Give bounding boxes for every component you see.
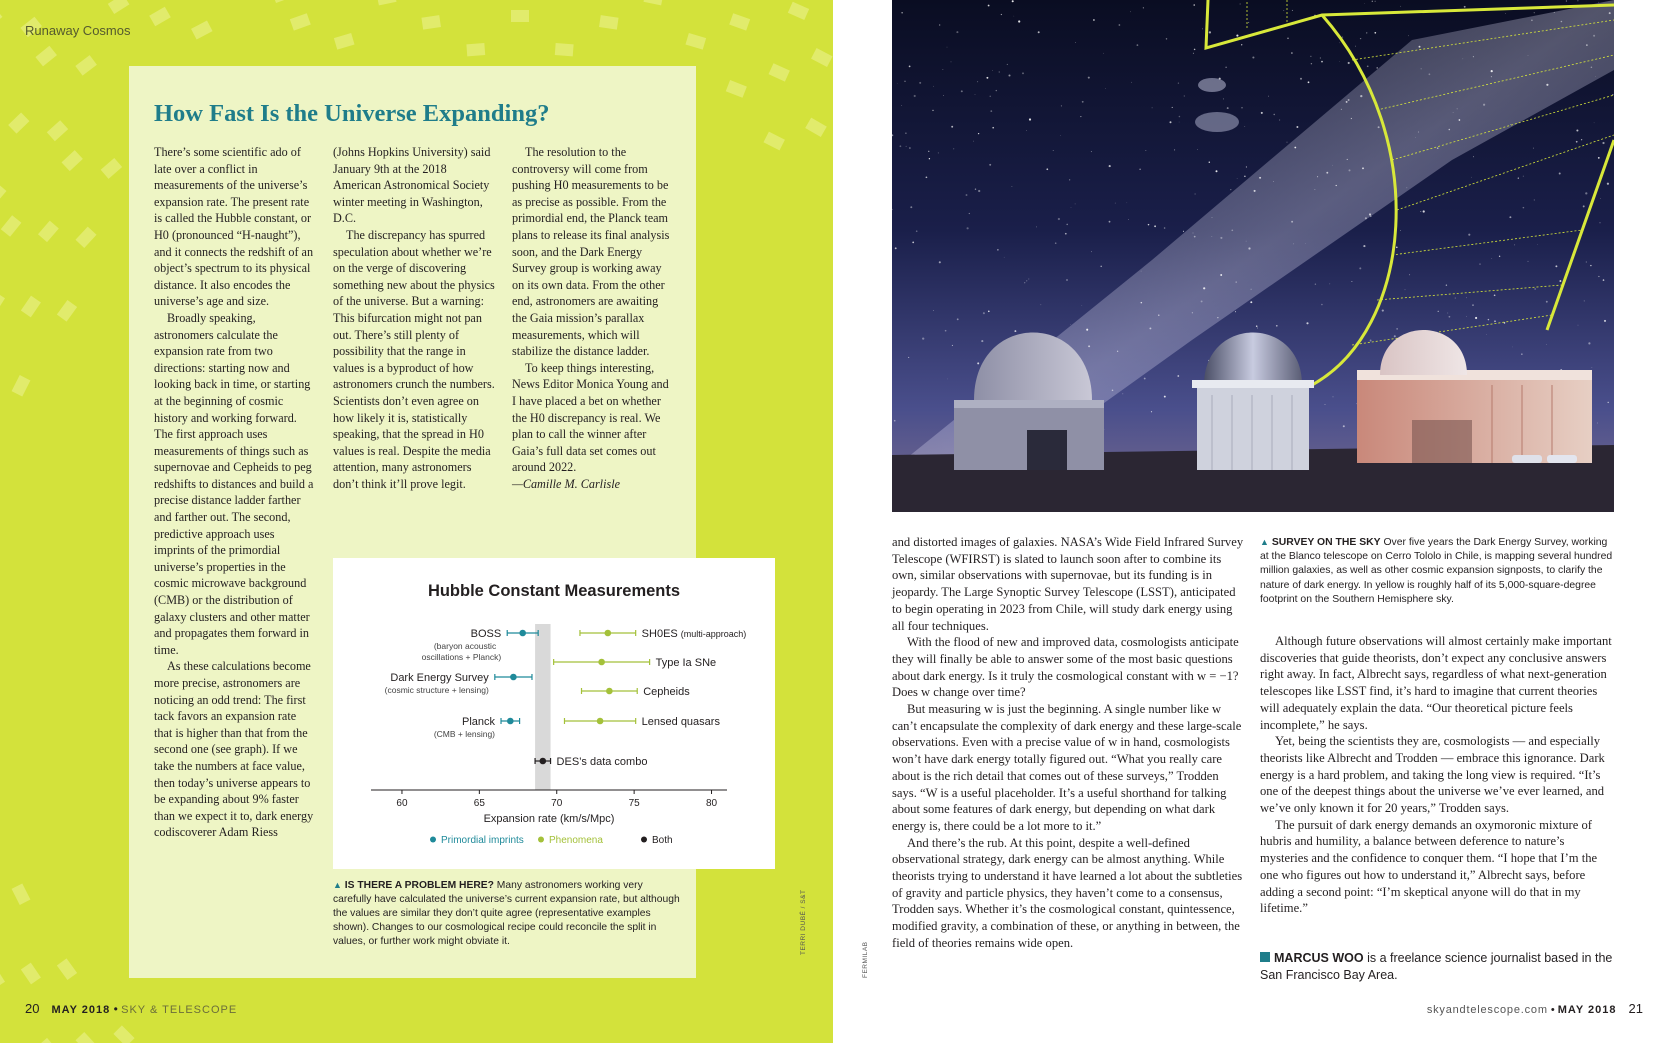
chart-svg	[333, 558, 775, 869]
square-icon	[1260, 952, 1270, 962]
folio-right: skyandtelescope.com • MAY 2018 21	[1426, 1001, 1643, 1016]
running-head: Runaway Cosmos	[25, 23, 131, 38]
sidebar-title: How Fast Is the Universe Expanding?	[154, 100, 550, 127]
x-tick-label: 80	[705, 798, 718, 809]
author-text: is a freelance science journalist based in the San Francisco Bay Area.	[1260, 951, 1613, 982]
sidebar-column-3	[512, 144, 674, 492]
point-label: Cepheids	[643, 686, 690, 698]
data-point	[540, 758, 547, 765]
point-label: Type Ia SNe	[655, 657, 717, 669]
observatory-photo	[892, 0, 1614, 512]
folio-left: 20 MAY 2018 • SKY & TELESCOPE	[25, 1001, 238, 1016]
hubble-chart	[333, 558, 775, 869]
author-name: MARCUS WOO	[1274, 951, 1364, 965]
car	[1547, 455, 1577, 463]
paragraph: There’s some scientific ado of late over a conflict in measurements of the universe’s expansion rate. The present rate is called the Hubble constant, or H0 (pronounced “H-naught”), and it connects the redshift of an object’s spectrum to its physical distance. It also encodes the universe’s age and size.	[154, 145, 314, 309]
page-number: 21	[1628, 1001, 1643, 1016]
issue-month: MAY 2018	[1557, 1004, 1617, 1016]
legend-label: Both	[652, 835, 673, 846]
legend-label: Phenomena	[549, 835, 603, 846]
point-sublabel: (baryon acoustic oscillations + Planck)	[421, 641, 502, 662]
point-label: BOSS	[470, 628, 502, 640]
sidebar-column-2	[333, 144, 497, 492]
triangle-icon: ▲	[1260, 537, 1269, 547]
paragraph: The pursuit of dark energy demands an oxymoronic mixture of hubris and humility, a balance between deference to nature’s mysteries and the confidence to conquer them. “I hope that I’m the one who figures out how to understand it,” Albrecht says, before adding a second point: “I’m skeptical anyone will do that in my lifetime.”	[1260, 817, 1598, 916]
paragraph: and distorted images of galaxies. NASA’s Wide Field Infrared Survey Telescope (WFIRST) is slated to launch soon after to combine its own, similar observations with supernovae, but its funding is in jeopardy. The Large Synoptic Survey Telescope (LSST), anticipated to begin operating in 2023 from Chile, will study dark energy using all four techniques.	[892, 535, 1244, 633]
point-label: Dark Energy Survey	[390, 672, 489, 684]
point-sublabel: (CMB + lensing)	[433, 729, 496, 739]
point-label: Lensed quasars	[641, 716, 720, 728]
triangle-icon: ▲	[333, 880, 342, 890]
caption-head: IS THERE A PROBLEM HERE?	[344, 880, 494, 891]
data-point	[507, 718, 514, 725]
data-point	[598, 659, 605, 666]
paragraph: (Johns Hopkins University) said January 9th at the 2018 American Astronomical Society winter meeting in Washington, D.C.	[333, 145, 491, 226]
paragraph: Yet, being the scientists they are, cosmologists — and especially theorists like Albrecht and Trodden — embrace this ignorance. Dark energy is a hard problem, and taking the long view is required. “It’s one of the deepest things about the universe we’ve ever learned, and we’ve only known it for 20 years,” Trodden says.	[1260, 734, 1605, 816]
issue-month: MAY 2018	[51, 1004, 111, 1016]
website: skyandtelescope.com	[1426, 1004, 1548, 1016]
chart-caption	[333, 878, 683, 949]
sidebar-column-1	[154, 144, 314, 841]
author-bio	[1260, 950, 1614, 984]
paragraph: The discrepancy has spurred speculation about whether we’re on the verge of discovering something new about the physics of the universe. But a warning: This bifurcation might not pan out. There’s still plenty of possibility that the range in values is a byproduct of how astronomers crunch the numbers. Scientists don’t even agree on how likely it is, statistically speaking, that the spread in H0 values is real. Despite the media attention, many astronomers don’t think it’ll prove legit.	[333, 227, 495, 491]
legend-swatch	[538, 837, 544, 843]
signature: —Camille M. Carlisle	[512, 476, 620, 491]
photo-credit: FERMILAB	[862, 941, 869, 978]
data-point	[597, 718, 604, 725]
chart-credit: TERRI DUBÉ / S&T	[800, 889, 807, 955]
data-point	[605, 630, 612, 637]
magazine-name: SKY & TELESCOPE	[121, 1004, 238, 1016]
photo-illustration	[892, 0, 1614, 512]
x-axis-label: Expansion rate (km/s/Mpc)	[483, 813, 615, 825]
car	[1512, 455, 1542, 463]
paragraph: With the flood of new and improved data, cosmologists anticipate they will finally be able to answer some of the most basic questions about dark energy. Is it truly the cosmological constant with w = −1? Does w change over time?	[892, 635, 1239, 700]
point-sublabel: (cosmic structure + lensing)	[384, 685, 489, 695]
chart-title: Hubble Constant Measurements	[427, 582, 681, 600]
paragraph: Although future observations will almost certainly make important discoveries that guide theorists, don’t expect any conclusive answers right away. In fact, Albrecht says, regardless of what next-generation telescopes like LSST find, it’s hard to imagine that current theories will adequately explain the data. “Our theoretical picture feels incomplete,” he says.	[1260, 634, 1612, 732]
legend-swatch	[430, 837, 436, 843]
paragraph: Broadly speaking, astronomers calculate the expansion rate from two directions: starting now and looking back in time, or starting at the beginning of cosmic history and working forward. The first approach uses measurements of things such as supernovae and Cepheids to peg redshifts to distances and build a precise distance ladder farther and farther out. The second, predictive approach uses imprints of the primordial universe’s properties in the cosmic microwave background (CMB) or the distribution of galaxy clusters and other matter and propagates them forward in time.	[154, 310, 314, 657]
paragraph: But measuring w is just the beginning. A single number like w can’t encapsulate the complexity of dark energy and these large-scale observations. Even with a precise value of w in hand, cosmologists won’t have dark energy totally figured out. “What you really care about is the rich detail that comes out of these surveys,” Trodden says. “W is a useful placeholder. It’s a useful shorthand for talking about some features of dark energy, but depending on what dark energy is, there could be a lot more to it.”	[892, 702, 1242, 833]
magellanic-cloud	[1195, 112, 1239, 132]
paragraph: To keep things interesting, News Editor Monica Young and I have placed a bet on whether the H0 discrepancy is real. We plan to call the winner after Gaia’s full data set comes out around 2022.	[512, 360, 669, 475]
page-number: 20	[25, 1001, 40, 1016]
point-label: DES’s data combo	[556, 756, 648, 768]
point-label: SH0ES (multi-approach)	[641, 628, 747, 640]
paragraph: And there’s the rub. At this point, despite a well-defined observational strategy, dark energy can be almost anything. While theorists trying to understand it have learned a lot about the subtleties of gravity and particle physics, they haven’t come to a consensus, Trodden says. Whether it’s the cosmological constant, quintessence, modified gravity, a combination of these, or anything in between, the field of theories remains wide open.	[892, 835, 1243, 950]
photo-caption	[1260, 535, 1614, 607]
data-point	[606, 688, 613, 695]
legend-swatch	[641, 837, 647, 843]
point-label: Planck	[461, 716, 496, 728]
x-tick-label: 65	[473, 798, 485, 809]
x-tick-label: 60	[396, 798, 408, 809]
data-point	[519, 630, 526, 637]
legend-label: Primordial imprints	[441, 835, 524, 846]
article-column-right	[1260, 633, 1614, 917]
x-tick-label: 70	[551, 798, 563, 809]
consensus-band	[535, 624, 550, 790]
right-page	[833, 0, 1653, 1043]
data-point	[510, 674, 517, 681]
caption-head: SURVEY ON THE SKY	[1271, 537, 1381, 548]
caption-text: Many astronomers working very carefully have calculated the universe’s current expansion rate, but although the values are similar they don’t quite agree (representative examples shown). Changes to our cosmological recipe could reconcile the split in values, or further work might obviate it.	[333, 880, 680, 947]
paragraph: The resolution to the controversy will come from pushing H0 measurements to be as precise as possible. From the primordial end, the Planck team plans to release its final analysis soon, and the Dark Energy Survey group is working away on its own data. From the other end, astronomers are awaiting the Gaia mission’s parallax measurements, which will stabilize the distance ladder.	[512, 145, 670, 359]
caption-text: Over five years the Dark Energy Survey, working at the Blanco telescope on Cerro Tololo in Chile, is mapping several hundred million galaxies, as well as other cosmic expansion signposts, to clarify the nature of dark energy. In yellow is roughly half of its 5,000-square-degree footprint on the Southern Hemisphere sky.	[1260, 537, 1613, 605]
article-column-left	[892, 534, 1245, 952]
x-tick-label: 75	[628, 798, 640, 809]
paragraph: As these calculations become more precise, astronomers are noticing an odd trend: The first tack favors an expansion rate that is higher than that from the second one (see graph). If we take the numbers at face value, then today’s universe appears to be expanding about 9% faster than we expect it to, dark energy codiscoverer Adam Riess	[154, 659, 314, 840]
magellanic-cloud	[1198, 78, 1226, 92]
